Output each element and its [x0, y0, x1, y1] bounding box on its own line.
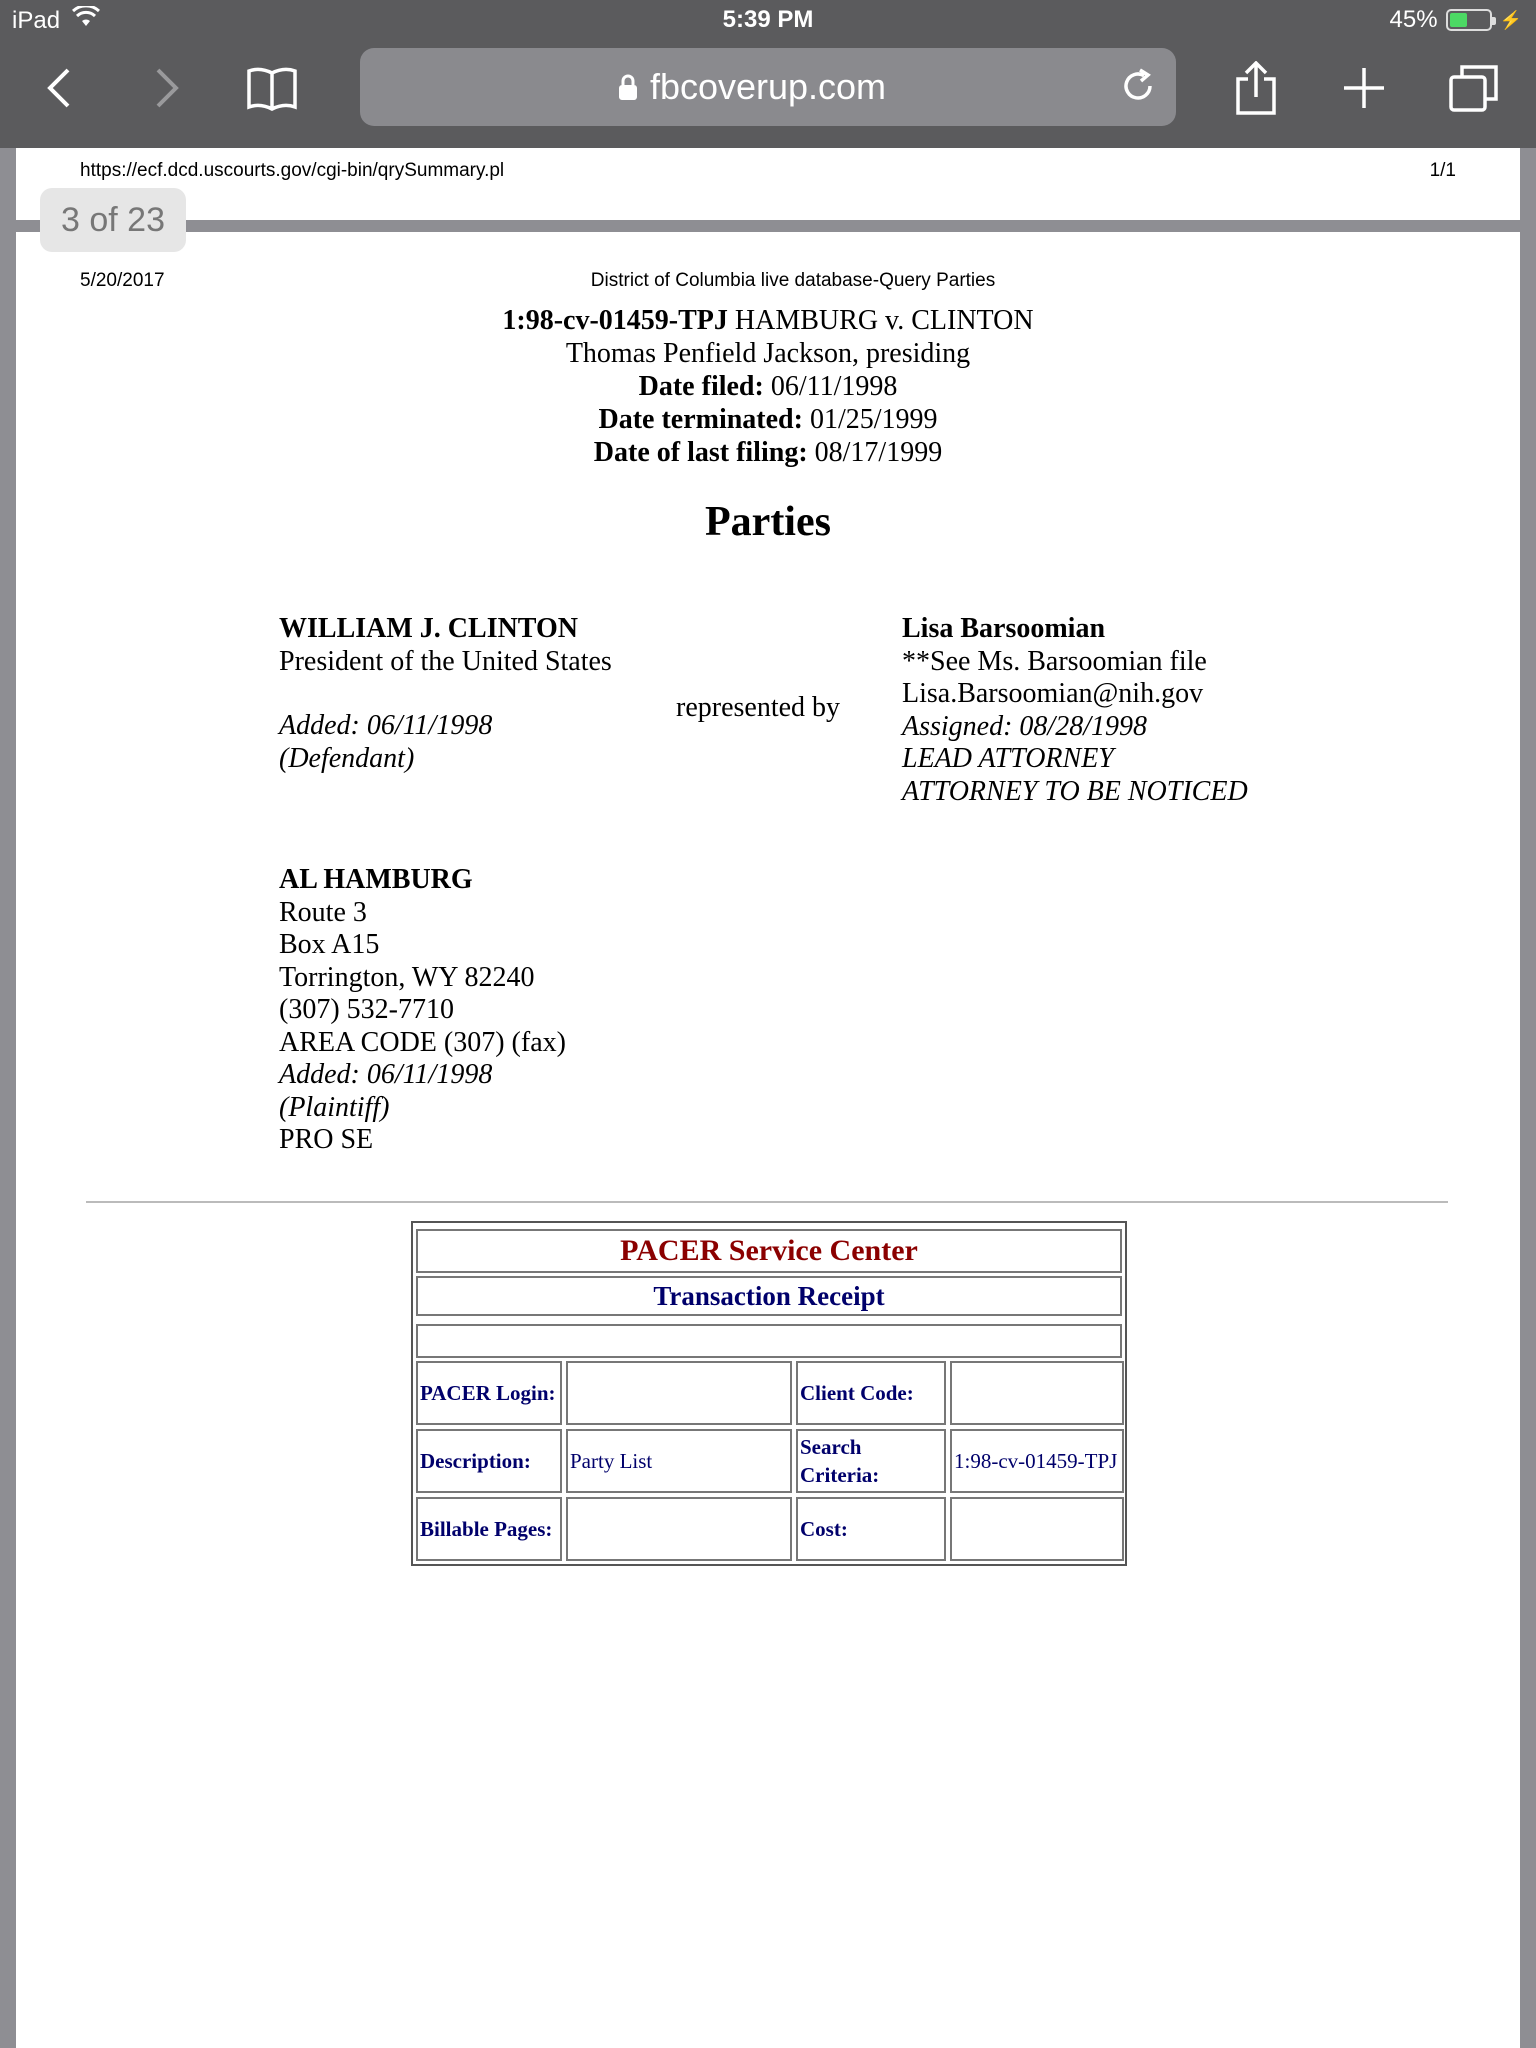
- status-bar: [0, 0, 1536, 40]
- plaintiff-address1: Route 3: [279, 896, 367, 928]
- receipt-subtitle: Transaction Receipt: [416, 1276, 1122, 1316]
- defendant-block: [279, 613, 612, 775]
- attorney-block: [902, 613, 1248, 808]
- chevron-right-icon: [154, 67, 180, 109]
- back-button[interactable]: [34, 58, 84, 118]
- plaintiff-block: [279, 864, 566, 1157]
- pdf-source-url: https://ecf.dcd.uscourts.gov/cgi-bin/qrySummary.pl: [80, 160, 505, 181]
- description-value: Party List: [566, 1429, 792, 1493]
- tabs-icon: [1448, 63, 1500, 113]
- date-terminated: 01/25/1999: [809, 404, 938, 435]
- share-icon: [1234, 61, 1278, 115]
- case-header: [16, 304, 1520, 469]
- client-code-label: Client Code:: [796, 1361, 946, 1425]
- presiding-judge: Thomas Penfield Jackson, presiding: [565, 338, 971, 369]
- tabs-button[interactable]: [1444, 58, 1504, 118]
- date-filed: 06/11/1998: [770, 371, 898, 402]
- plaintiff-address2: Box A15: [279, 929, 380, 960]
- case-number: 1:98-cv-01459-TPJ: [502, 305, 728, 336]
- defendant-name: WILLIAM J. CLINTON: [279, 613, 578, 644]
- plaintiff-city: Torrington, WY 82240: [279, 961, 535, 993]
- plaintiff-role: (Plaintiff): [279, 1091, 390, 1123]
- date-last-filing: 08/17/1999: [814, 437, 943, 468]
- search-criteria-value: 1:98-cv-01459-TPJ: [950, 1429, 1124, 1493]
- pdf-page[interactable]: [16, 148, 1520, 2048]
- date-last-filing-label: Date of last filing:: [593, 437, 808, 468]
- share-button[interactable]: [1226, 58, 1286, 118]
- divider: [86, 1201, 1448, 1203]
- plaintiff-phone: (307) 532-7710: [279, 994, 454, 1025]
- represented-by: represented by: [676, 692, 841, 723]
- attorney-notice: ATTORNEY TO BE NOTICED: [902, 775, 1248, 807]
- clock: 5:39 PM: [722, 6, 814, 33]
- device-label: iPad: [12, 6, 61, 34]
- billable-pages-value: [566, 1497, 792, 1561]
- attorney-lead: LEAD ATTORNEY: [902, 743, 1114, 774]
- page-separator: [16, 220, 1520, 232]
- database-title: District of Columbia live database-Query Parties: [590, 270, 996, 291]
- attorney-name: Lisa Barsoomian: [902, 613, 1106, 644]
- receipt-title: PACER Service Center: [416, 1229, 1122, 1273]
- plaintiff-fax: AREA CODE (307) (fax): [279, 1026, 566, 1058]
- parties-heading: Parties: [705, 499, 831, 545]
- defendant-added: Added: 06/11/1998: [279, 710, 493, 741]
- plus-icon: [1342, 66, 1386, 110]
- pacer-login-label: PACER Login:: [416, 1361, 562, 1425]
- browser-chrome: [0, 0, 1536, 148]
- cost-label: Cost:: [796, 1497, 946, 1561]
- charging-icon: ⚡: [1499, 9, 1522, 30]
- book-icon: [246, 65, 298, 111]
- defendant-role: (Defendant): [279, 742, 415, 774]
- description-label: Description:: [416, 1429, 562, 1493]
- defendant-title: President of the United States: [279, 645, 612, 677]
- billable-pages-label: Billable Pages:: [416, 1497, 562, 1561]
- chevron-left-icon: [46, 67, 72, 109]
- client-code-value: [950, 1361, 1124, 1425]
- search-criteria-label: Search Criteria:: [796, 1429, 946, 1493]
- date-terminated-label: Date terminated:: [598, 404, 803, 435]
- date-filed-label: Date filed:: [638, 371, 764, 402]
- plaintiff-name: AL HAMBURG: [279, 864, 473, 895]
- print-date: 5/20/2017: [80, 270, 165, 291]
- receipt-blank-row: [416, 1324, 1122, 1358]
- attorney-email: Lisa.Barsoomian@nih.gov: [902, 678, 1204, 709]
- bookmarks-button[interactable]: [244, 58, 300, 118]
- new-tab-button[interactable]: [1334, 58, 1394, 118]
- forward-button[interactable]: [142, 58, 192, 118]
- case-title: HAMBURG v. CLINTON: [734, 305, 1034, 336]
- address-bar[interactable]: [360, 48, 1176, 126]
- pdf-page-count: 1/1: [1429, 160, 1456, 181]
- plaintiff-pro-se: PRO SE: [279, 1124, 374, 1155]
- pacer-receipt: [411, 1221, 1127, 1566]
- battery-percent: 45%: [1389, 6, 1438, 33]
- battery-icon: [1446, 9, 1492, 31]
- plaintiff-added: Added: 06/11/1998: [279, 1059, 493, 1090]
- previous-page-footer: [16, 148, 1520, 220]
- receipt-grid: [416, 1361, 1122, 1561]
- cost-value: [950, 1497, 1124, 1561]
- page-indicator-badge: 3 of 23: [40, 188, 186, 252]
- attorney-assigned: Assigned: 08/28/1998: [902, 710, 1147, 742]
- address-domain: fbcoverup.com: [649, 66, 887, 107]
- reload-icon: [1118, 66, 1158, 106]
- pacer-login-value: [566, 1361, 792, 1425]
- attorney-note: **See Ms. Barsoomian file: [902, 645, 1207, 677]
